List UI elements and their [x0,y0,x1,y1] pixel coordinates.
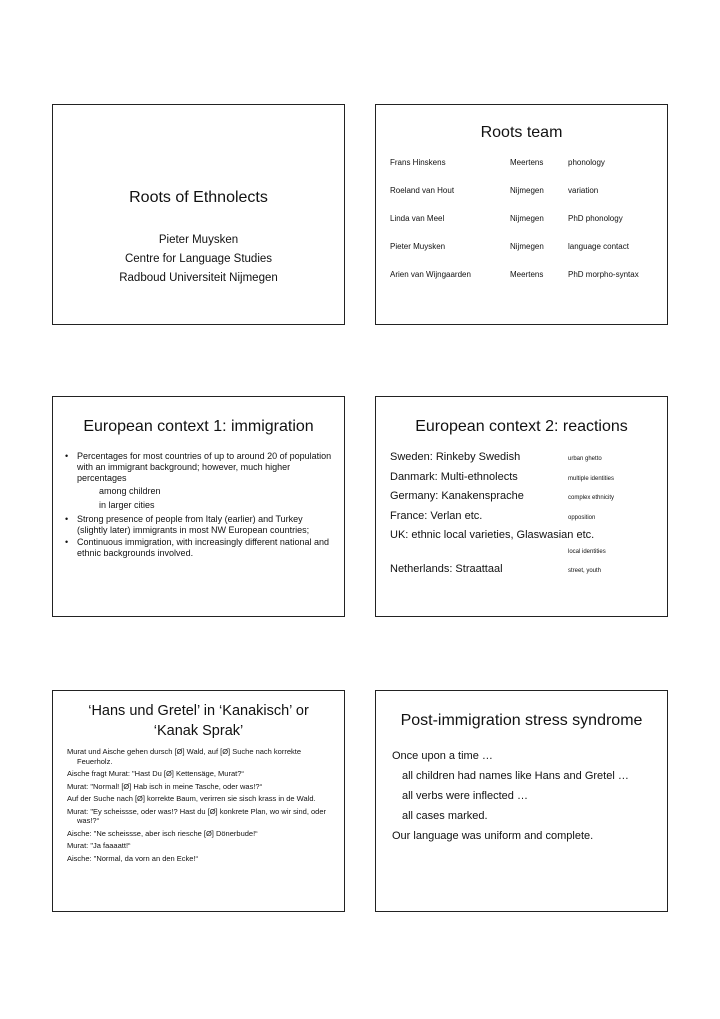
dialogue-line: Aische: "Ne scheissse, aber isch riesche [Ø] Dönerbude!“ [67,828,258,838]
dialogue-text [67,747,332,866]
bullet-item [63,451,332,484]
dialogue-line: Murat: "Ey scheissse, oder was!? Hast du [Ø] konkrete Plan, wo wir sind, oder was!?“ [67,806,327,825]
member-institute: Meertens [510,270,544,279]
story-text [392,746,657,846]
slide-context-immigration [52,396,345,617]
team-row [390,269,660,297]
member-institute: Nijmegen [510,214,544,223]
bullet-symbol: • [65,537,69,547]
bullet-list [63,451,332,560]
member-role: phonology [568,158,605,167]
author-name: Pieter Muysken [158,234,239,246]
dialogue-line: Murat: "Ja faaaatt!“ [67,841,131,850]
variety-note: multiple identities [568,475,615,482]
bullet-text: Strong presence of people from Italy (earlier) and Turkey (slightly later) immigrants in most NW European countries; [77,514,310,535]
country-variety: Germany: Kanakensprache [390,490,524,502]
reaction-row [390,529,659,549]
slide-title: European context 2: reactions [415,418,628,435]
member-name: Pieter Muysken [390,242,446,251]
slide-roots-team [375,104,668,325]
slide-title-line: ‘Hans und Gretel’ in ‘Kanakisch’ or [88,703,309,719]
variety-note: local identities [568,548,606,555]
team-row [390,241,660,269]
reaction-row [390,490,659,510]
presentation-title: Roots of Ethnolects [129,189,268,206]
bullet-item [63,537,332,559]
member-institute: Nijmegen [510,242,544,251]
author-affiliation: Centre for Language Studies [124,253,273,265]
bullet-item [63,514,332,536]
slide-post-immigration [375,690,668,912]
sub-bullet: in larger cities [99,500,155,510]
team-row [390,185,660,213]
reaction-row [390,510,659,530]
country-variety: Sweden: Rinkeby Swedish [390,451,521,463]
slide-context-reactions [375,396,668,617]
slide-title [53,701,344,741]
member-name: Roeland van Hout [390,186,455,195]
variety-note: complex ethnicity [568,495,615,501]
bullet-text: Continuous immigration, with increasingly different national and ethnic backgrounds involved. [77,537,329,558]
author-block [53,231,344,288]
country-variety: UK: ethnic local varieties, Glaswasian etc. [390,529,595,541]
member-name: Linda van Meel [390,214,445,223]
reaction-row [390,451,659,471]
bullet-symbol: • [65,451,69,461]
member-role: language contact [568,242,629,251]
story-line: all cases marked. [402,810,488,822]
member-role: PhD morpho-syntax [568,270,639,279]
country-variety: France: Verlan etc. [390,509,483,522]
story-line: Our language was uniform and complete. [392,830,594,842]
team-row [390,157,660,185]
team-row [390,213,660,241]
story-line: Once upon a time … [392,750,493,762]
variety-note: urban ghetto [568,456,602,462]
member-role: PhD phonology [568,214,623,223]
slide-title-line: ‘Kanak Sprak’ [153,723,244,739]
member-institute: Nijmegen [510,186,544,195]
member-name: Frans Hinskens [390,158,446,167]
dialogue-line: Aische fragt Murat: "Hast Du [Ø] Kettensäge, Murat?“ [67,769,244,778]
variety-note: opposition [568,514,596,521]
bullet-text: Percentages for most countries of up to around 20 of population with an immigrant background; however, much higher percentages [77,451,332,483]
member-role: variation [568,186,599,195]
story-line: all children had names like Hans and Gretel … [402,770,629,782]
dialogue-line: Aische: "Normal, da vorn an den Ecke!“ [67,853,199,863]
country-variety: Danmark: Multi-ethnolects [390,470,518,483]
slide-title: European context 1: immigration [83,418,314,435]
country-variety: Netherlands: Straattaal [390,562,503,575]
bullet-symbol: • [65,514,69,524]
member-name: Arien van Wijngaarden [390,270,471,279]
slide-title: Roots team [480,124,563,141]
variety-note: street, youth [568,567,602,574]
slide-hans-und-gretel [52,690,345,912]
sub-bullet: among children [99,486,161,496]
dialogue-line: Murat und Aische gehen dursch [Ø] Wald, auf [Ø] Suche nach korrekte Feuerholz. [67,747,302,766]
member-institute: Meertens [510,158,544,167]
author-university: Radboud Universiteit Nijmegen [119,272,278,284]
team-table [390,157,660,297]
slide-title: Post-immigration stress syndrome [400,712,643,729]
reaction-row [390,549,659,563]
dialogue-line: Auf der Suche nach [Ø] korrekte Baum, verirren sie sisch krass in de Wald. [67,794,316,803]
slide-title-slide [52,104,345,325]
reaction-row [390,563,659,583]
story-line: all verbs were inflected … [402,790,528,802]
reactions-list [390,451,659,582]
reaction-row [390,471,659,491]
dialogue-line: Murat: "Normal! [Ø] Hab isch in meine Tasche, oder was!?“ [67,781,263,791]
